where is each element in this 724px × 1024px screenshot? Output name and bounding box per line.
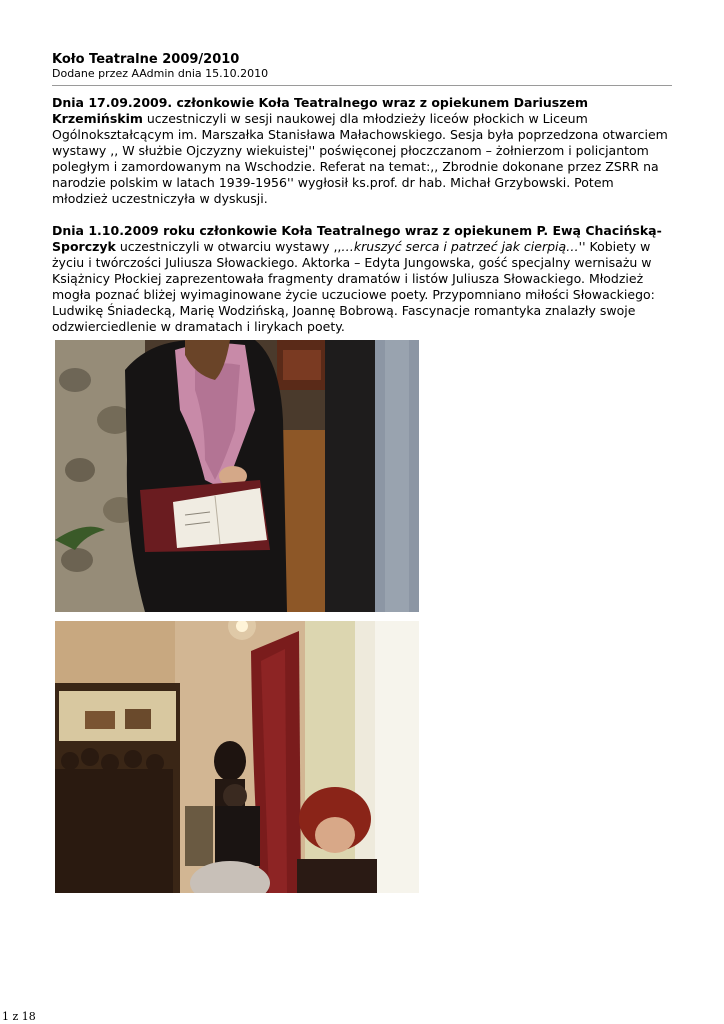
paragraph-session-lead: Dnia 17.09.2009. członkowie Koła Teatralnego wraz z opiekunem Dariuszem Krzemińskim bbox=[52, 95, 588, 126]
header-divider bbox=[52, 85, 672, 86]
article-byline: Dodane przez AAdmin dnia 15.10.2010 bbox=[52, 67, 269, 80]
paragraph-exhibition-text-before: uczestniczyli w otwarciu wystawy ,, bbox=[115, 239, 342, 254]
page-number: 1 z 18 bbox=[2, 1010, 36, 1023]
photo-exhibition-room-graphic bbox=[55, 621, 419, 893]
exhibition-title-quote: …kruszyć serca i patrzeć jak cierpią… bbox=[341, 239, 579, 254]
page-title: Koło Teatralne 2009/2010 bbox=[52, 52, 240, 67]
paragraph-exhibition-lead: Dnia 1.10.2009 roku członkowie Koła Teatralnego wraz z opiekunem P. Ewą Chacińską-Sporczyk bbox=[52, 223, 662, 254]
paragraph-session-text: uczestniczyli w sesji naukowej dla młodzieży liceów płockich w Liceum Ogólnokształcącym im. Marszałka Stanisława Małachowskiego. Sesja była poprzedzona otwarciem wystawy ,, W służbie Ojczyzny wiekuistej'' poświęconej płoczczanom – żołnierzom i policjantom poległym i zamordowanym na Wschodzie. Referat na temat:,, Zbrodnie dokonane przez ZSRR na narodzie polskim w latach 1939-1956'' wygłosił ks.prof. dr hab. Michał Grzybowski. Potem młodzież uczestniczyła w dyskusji. bbox=[52, 111, 668, 206]
article-header bbox=[52, 52, 672, 81]
photo-exhibition-room bbox=[55, 621, 419, 893]
paragraph-exhibition bbox=[52, 223, 672, 335]
article-body bbox=[52, 95, 672, 351]
photo-book-signing-graphic bbox=[55, 340, 419, 612]
paragraph-exhibition-text-after: '' Kobiety w życiu i twórczości Juliusza Słowackiego. Aktorka – Edyta Jungowska, gość specjalny wernisażu w Książnicy Płockiej zaprezentowała fragmenty dramatów i listów Juliusza Słowackiego. Młodzież mogła poznać bliżej wyimaginowane życie uczuciowe poety. Przypomniano miłości Słowackiego: Ludwikę Śniadecką, Marię Wodzińską, Joannę Bobrową. Fascynacje romantyka znalazły swoje odzwierciedlenie w dramatach i lirykach poety. bbox=[52, 239, 655, 334]
paragraph-session bbox=[52, 95, 672, 207]
photo-book-signing bbox=[55, 340, 419, 612]
